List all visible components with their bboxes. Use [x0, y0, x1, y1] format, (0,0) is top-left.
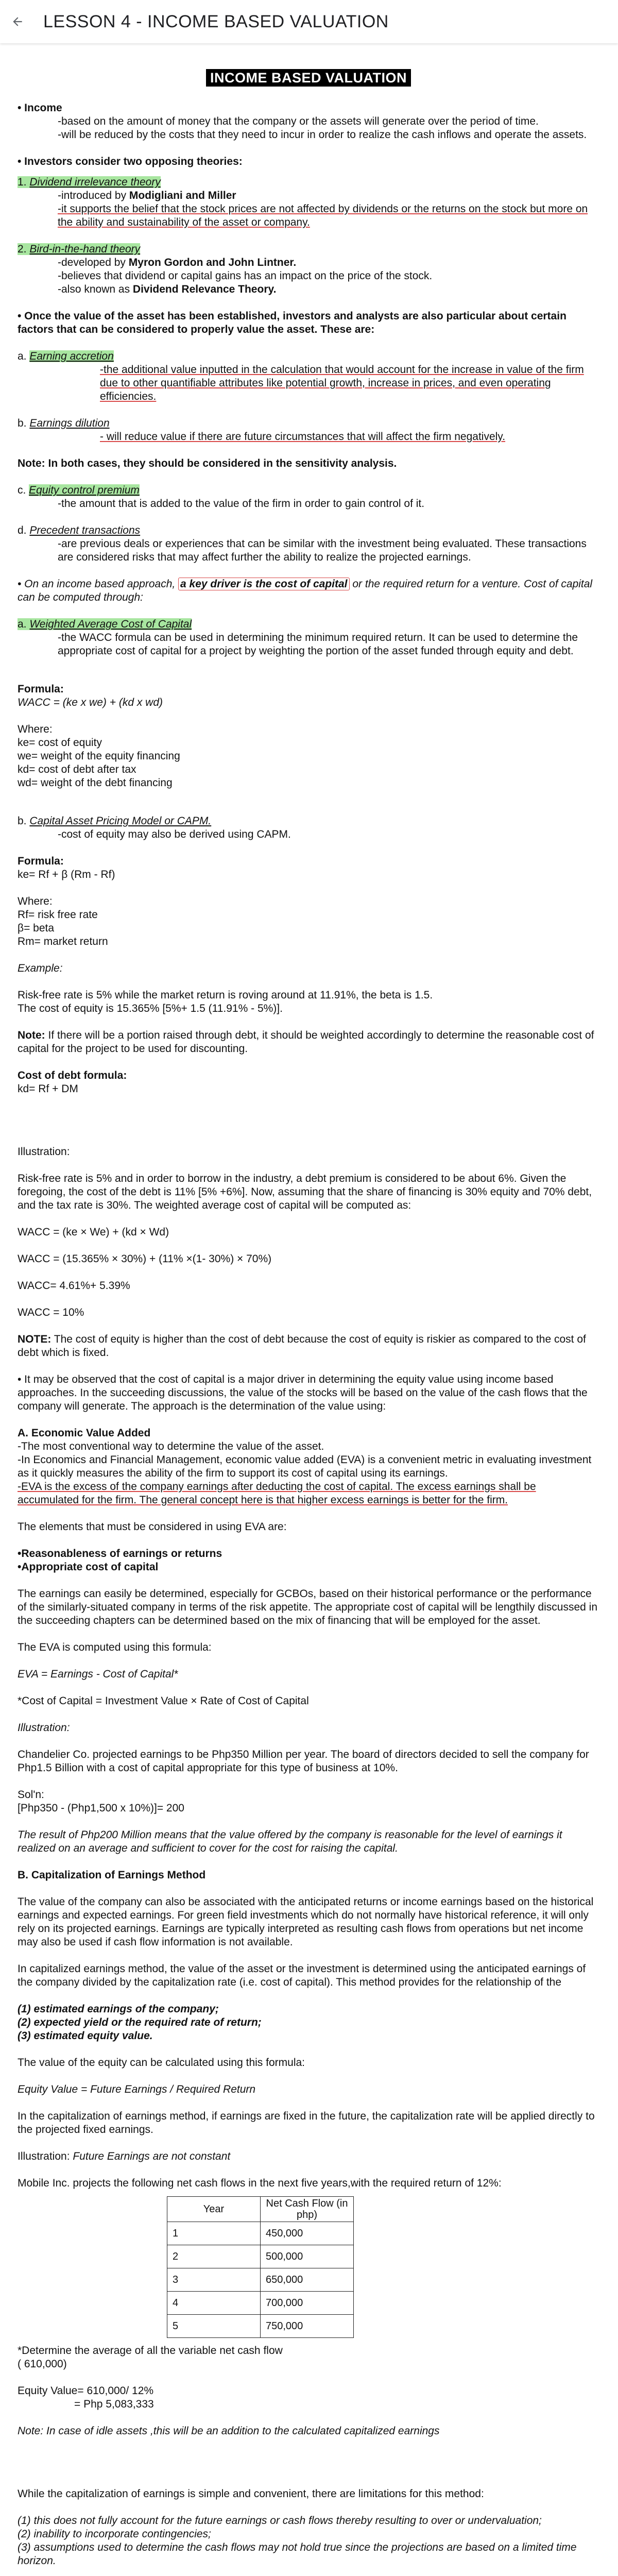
theory-line: -introduced by Modigliani and Miller: [58, 190, 236, 201]
factor-text: - will reduce value if there are future circumstances that will affect the firm negatively.: [100, 431, 506, 443]
formula: kd= Rf + DM: [18, 1083, 78, 1095]
example-line: The cost of equity is 15.365% [5%+ 1.5 (11.91% - 5%)].: [18, 1003, 283, 1014]
factor-heading: d. Precedent transactions: [18, 524, 141, 536]
table-header-year: Year: [167, 2197, 261, 2222]
table-row: [167, 2245, 354, 2268]
calculation-line: WACC= 4.61%+ 5.39%: [18, 1280, 130, 1292]
equity-value-line: = Php 5,083,333: [74, 2398, 154, 2410]
year-cell: 1: [167, 2222, 261, 2245]
capitalization-list-item: (3) estimated equity value.: [18, 2030, 153, 2042]
eva-line: -EVA is the excess of the company earnings after deducting the cost of capital. The excess earnings shall be accumulated for the firm. The general concept here is that higher excess earnings is better for the firm.: [18, 1481, 536, 1506]
capm-text: -cost of equity may also be derived using CAPM.: [58, 828, 291, 840]
equity-value-line: Equity Value= 610,000/ 12%: [18, 2385, 154, 2397]
year-cell: 4: [167, 2292, 261, 2315]
page-title: LESSON 4 - INCOME BASED VALUATION: [43, 11, 389, 31]
illustration-text: Chandelier Co. projected earnings to be Php350 Million per year. The board of directors decided to sell the company for Php1.5 Billion with a cost of capital appropriate for this type of business at 10%.: [18, 1749, 589, 1774]
note-idle-assets: Note: In case of idle assets ,this will be an addition to the calculated capitalized earnings: [18, 2425, 440, 2437]
variable-definition: β= beta: [18, 922, 55, 934]
formula-heading: Formula:: [18, 683, 64, 695]
cash-flow-table: [167, 2196, 354, 2338]
average-line: *Determine the average of all the variable net cash flow: [18, 2345, 283, 2357]
capitalization-paragraph: The value of the company can also be associated with the anticipated returns or income earnings based on the historical earnings and expected earnings. For green field investments which do not normally have historical reference, it will only rely on its projected earnings. Earnings are typically interpreted as resulting cash flows from operations but net income may also be used if cash flow information is not available.: [18, 1896, 594, 1948]
limitation-item: (2) inability to incorporate contingencies;: [18, 2528, 211, 2540]
year-cell: 2: [167, 2245, 261, 2268]
factor-heading: b. Earnings dilution: [18, 417, 110, 429]
arrow-left-icon: [11, 15, 24, 28]
illustration-text: Mobile Inc. projects the following net cash flows in the next five years,with the required return of 12%:: [18, 2177, 502, 2189]
factors-paragraph: • Once the value of the asset has been established, investors and analysts are also particular about certain factors that can be considered to properly value the asset. These are:: [18, 310, 566, 335]
theory-line: -developed by Myron Gordon and John Lintner.: [58, 257, 297, 268]
wacc-heading: a. Weighted Average Cost of Capital: [18, 618, 192, 630]
note-equity: NOTE: The cost of equity is higher than the cost of debt because the cost of equity is riskier as compared to the cost of debt which is fixed.: [18, 1333, 586, 1359]
table-row: [167, 2222, 354, 2245]
theory-line: -believes that dividend or capital gains has an impact on the price of the stock.: [58, 270, 433, 282]
value-cell: 750,000: [261, 2315, 354, 2338]
capitalization-paragraph: The value of the equity can be calculated using this formula:: [18, 2057, 305, 2069]
calculation-line: WACC = 10%: [18, 1307, 84, 1318]
variable-definition: ke= cost of equity: [18, 737, 102, 749]
calculation-line: WACC = (ke × We) + (kd × Wd): [18, 1226, 169, 1238]
table-row: [167, 2315, 354, 2338]
value-cell: 500,000: [261, 2245, 354, 2268]
key-driver-paragraph: • On an income based approach, a key driver is the cost of capital or the required return for a venture. Cost of capital can be computed through:: [18, 578, 593, 603]
eva-line: -The most conventional way to determine the value of the asset.: [18, 1440, 324, 1452]
document-title: INCOME BASED VALUATION: [206, 69, 411, 87]
variable-definition: Rm= market return: [18, 936, 108, 947]
limitation-item: (3) assumptions used to determine the cash flows may not hold true since the projections are based on a limited time horizon.: [18, 2541, 577, 2567]
factor-text: -the amount that is added to the value of the firm in order to gain control of it.: [58, 498, 425, 510]
capitalization-paragraph: In the capitalization of earnings method, if earnings are fixed in the future, the capitalization rate will be applied directly to the projected fixed earnings.: [18, 2110, 595, 2136]
eva-bullet: •Appropriate cost of capital: [18, 1561, 159, 1573]
variable-definition: Rf= risk free rate: [18, 909, 98, 921]
result-text: The result of Php200 Million means that the value offered by the company is reasonable for the level of earnings it realized on an average and sufficient to cover for the cost for raising the capital.: [18, 1829, 562, 1854]
variable-definition: we= weight of the equity financing: [18, 750, 180, 762]
formula-heading: Formula:: [18, 855, 64, 867]
capm-heading: b. Capital Asset Pricing Model or CAPM.: [18, 815, 212, 827]
table-header-net-cash-flow: Net Cash Flow (in php): [261, 2197, 354, 2222]
solution-label: Sol'n:: [18, 1789, 44, 1801]
formula: Equity Value = Future Earnings / Required Return: [18, 2083, 256, 2095]
where-label: Where:: [18, 895, 53, 907]
back-button[interactable]: [7, 11, 28, 32]
factor-heading: a. Earning accretion: [18, 350, 114, 362]
factor-heading: c. Equity control premium: [18, 484, 140, 496]
factor-text: -are previous deals or experiences that can be similar with the investment being evaluated. These transactions are considered risks that may affect further the ability to realize the projected earnings.: [58, 538, 587, 563]
limitation-item: (1) this does not fully account for the future earnings or cash flows thereby resulting to over or undervaluation;: [18, 2515, 542, 2527]
eva-elements: The elements that must be considered in using EVA are:: [18, 1521, 287, 1533]
average-line: ( 610,000): [18, 2358, 67, 2370]
income-heading: • Income: [18, 102, 62, 114]
illustration-label: Illustration:: [18, 1722, 70, 1734]
factor-text: -the additional value inputted in the calculation that would account for the increase in value of the firm due to other quantifiable attributes like potential growth, increase in prices, and even operating efficiencies.: [100, 364, 584, 402]
formula: WACC = (ke x we) + (kd x wd): [18, 697, 163, 708]
capitalization-paragraph: In capitalized earnings method, the value of the asset or the investment is determined using the anticipated earnings of the company divided by the capitalization rate (i.e. cost of capital). This method provides for the relationship of the: [18, 1963, 586, 1988]
limitations-heading: While the capitalization of earnings is simple and convenient, there are limitations for this method:: [18, 2488, 484, 2500]
example-line: Risk-free rate is 5% while the market return is roving around at 11.91%, the beta is 1.5.: [18, 989, 433, 1001]
income-line: -based on the amount of money that the company or the assets will generate over the period of time.: [58, 115, 539, 127]
eva-bullet: •Reasonableness of earnings or returns: [18, 1548, 222, 1560]
document-body: [18, 71, 599, 2576]
eva-paragraph: The EVA is computed using this formula:: [18, 1641, 212, 1653]
theory-heading: 1. Dividend irrelevance theory: [18, 176, 161, 188]
note-sensitivity: Note: In both cases, they should be considered in the sensitivity analysis.: [18, 457, 397, 469]
theory-line: -also known as Dividend Relevance Theory.: [58, 283, 277, 295]
formula: EVA = Earnings - Cost of Capital*: [18, 1668, 178, 1680]
wacc-text: -the WACC formula can be used in determining the minimum required return. It can be used to determine the appropriate cost of capital for a project by weighting the portion of the asset funded through equity and debt.: [58, 632, 578, 657]
note-debt: Note: If there will be a portion raised through debt, it should be weighted accordingly to determine the reasonable cost of capital for the project to be used for discounting.: [18, 1029, 594, 1055]
theory-heading: 2. Bird-in-the-hand theory: [18, 243, 141, 255]
cost-of-debt-heading: Cost of debt formula:: [18, 1070, 127, 1081]
table-row: [167, 2268, 354, 2292]
calculation-line: WACC = (15.365% × 30%) + (11% ×(1- 30%) × 70%): [18, 1253, 272, 1265]
eva-paragraph: The earnings can easily be determined, especially for GCBOs, based on their historical performance or the performance of the similarly-situated company in terms of the risk appetite. The appropriate cost of capital will be lengthily discussed in the succeeding chapters can be determined based on the mix of financing that will be employed for the asset.: [18, 1588, 597, 1626]
example-label: Example:: [18, 962, 63, 974]
capitalization-heading: B. Capitalization of Earnings Method: [18, 1869, 206, 1881]
theory-line: -it supports the belief that the stock prices are not affected by dividends or the returns on the stock but more on the ability and sustainability of the asset or company.: [58, 203, 588, 228]
illustration-label: Illustration:: [18, 1146, 70, 1158]
investors-heading: • Investors consider two opposing theories:: [18, 156, 243, 167]
eva-line: -In Economics and Financial Management, economic value added (EVA) is a convenient metric in evaluating investment as it quickly measures the ability of the firm to support its cost of capital using its earnings.: [18, 1454, 592, 1479]
year-cell: 3: [167, 2268, 261, 2292]
year-cell: 5: [167, 2315, 261, 2338]
illustration-text: Risk-free rate is 5% and in order to borrow in the industry, a debt premium is considered to be about 6%. Given the foregoing, the cost of the debt is 11% [5% +6%]. Now, assuming that the share of financing is 30% equity and 70% debt, and the tax rate is 30%. The weighted average cost of capital will be computed as:: [18, 1173, 592, 1211]
major-driver-paragraph: • It may be observed that the cost of capital is a major driver in determining the equity value using income based approaches. In the succeeding discussions, the value of the stocks will be based on the value of the cash flows that the company will generate. The approach is the determination of the value using:: [18, 1374, 588, 1412]
income-line: -will be reduced by the costs that they need to incur in order to realize the cash inflows and operate the assets.: [58, 129, 587, 141]
variable-definition: kd= cost of debt after tax: [18, 764, 136, 775]
illustration-label: Illustration: Future Earnings are not constant: [18, 2150, 231, 2162]
value-cell: 450,000: [261, 2222, 354, 2245]
where-label: Where:: [18, 723, 53, 735]
value-cell: 700,000: [261, 2292, 354, 2315]
calculation-line: [Php350 - (Php1,500 x 10%)]= 200: [18, 1802, 184, 1814]
variable-definition: wd= weight of the debt financing: [18, 777, 173, 789]
value-cell: 650,000: [261, 2268, 354, 2292]
table-row: [167, 2292, 354, 2315]
capitalization-list-item: (1) estimated earnings of the company;: [18, 2003, 219, 2015]
top-app-bar: [0, 0, 618, 43]
formula: ke= Rf + β (Rm - Rf): [18, 869, 115, 880]
eva-heading: A. Economic Value Added: [18, 1427, 151, 1439]
formula: *Cost of Capital = Investment Value × Rate of Cost of Capital: [18, 1695, 309, 1707]
capitalization-list-item: (2) expected yield or the required rate of return;: [18, 2016, 262, 2028]
